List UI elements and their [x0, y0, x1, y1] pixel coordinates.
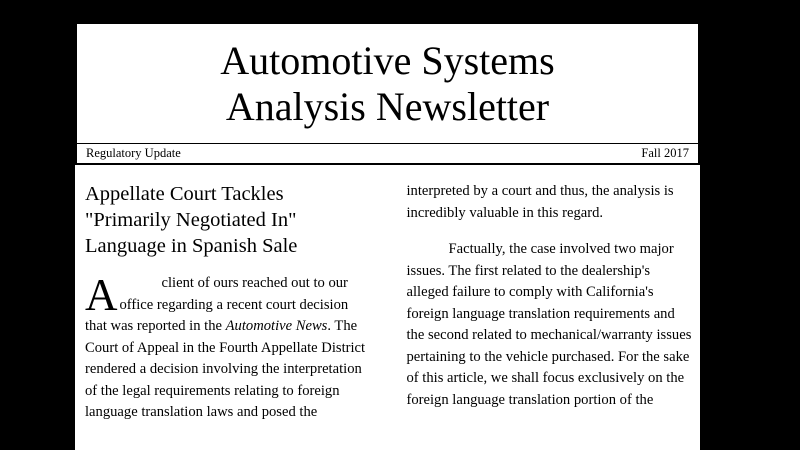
subhead-issue-date: Fall 2017	[641, 146, 689, 160]
article-second-paragraph: Factually, the case involved two major issues. The first related to the dealership's alleged failure to comply with California's foreign language translation requirements and the second related to mechanical/warranty issues pertaining to the vehicle purchased. For the sake of this article, we shall focus exclusively on the foreign language translation portion of the	[406, 241, 692, 408]
masthead-title	[220, 38, 554, 130]
article-headline	[85, 181, 369, 259]
masthead	[75, 22, 700, 144]
drop-cap: A	[85, 270, 118, 320]
article-continued-paragraph: interpreted by a court and thus, the analysis is incredibly valuable in this regard.	[406, 183, 674, 221]
article-columns	[75, 181, 700, 424]
masthead-title-line2: Analysis Newsletter	[225, 83, 550, 129]
column-left	[85, 181, 389, 424]
article-para1-part1: client of ours reached out to our office regarding a recent court decision that was reported in the	[85, 275, 349, 334]
masthead-title-line1: Automotive Systems	[220, 37, 555, 83]
article-para1-italic-title: Automotive News	[225, 318, 328, 334]
article-headline-line2: "Primarily Negotiated In"	[85, 209, 297, 231]
article-headline-line1: Appellate Court Tackles	[85, 183, 284, 205]
article-first-paragraph	[85, 270, 369, 424]
newsletter-page	[75, 22, 700, 450]
article-headline-line3: Language in Spanish Sale	[85, 235, 298, 257]
article-para1-part2: . The Court of Appeal in the Fourth Appellate District rendered a decision involving the interpretation of the legal requirements relating to foreign language translation laws and posed the	[85, 318, 366, 420]
column-right	[389, 181, 693, 424]
subhead-bar	[75, 144, 700, 165]
subhead-section-label: Regulatory Update	[86, 146, 181, 160]
